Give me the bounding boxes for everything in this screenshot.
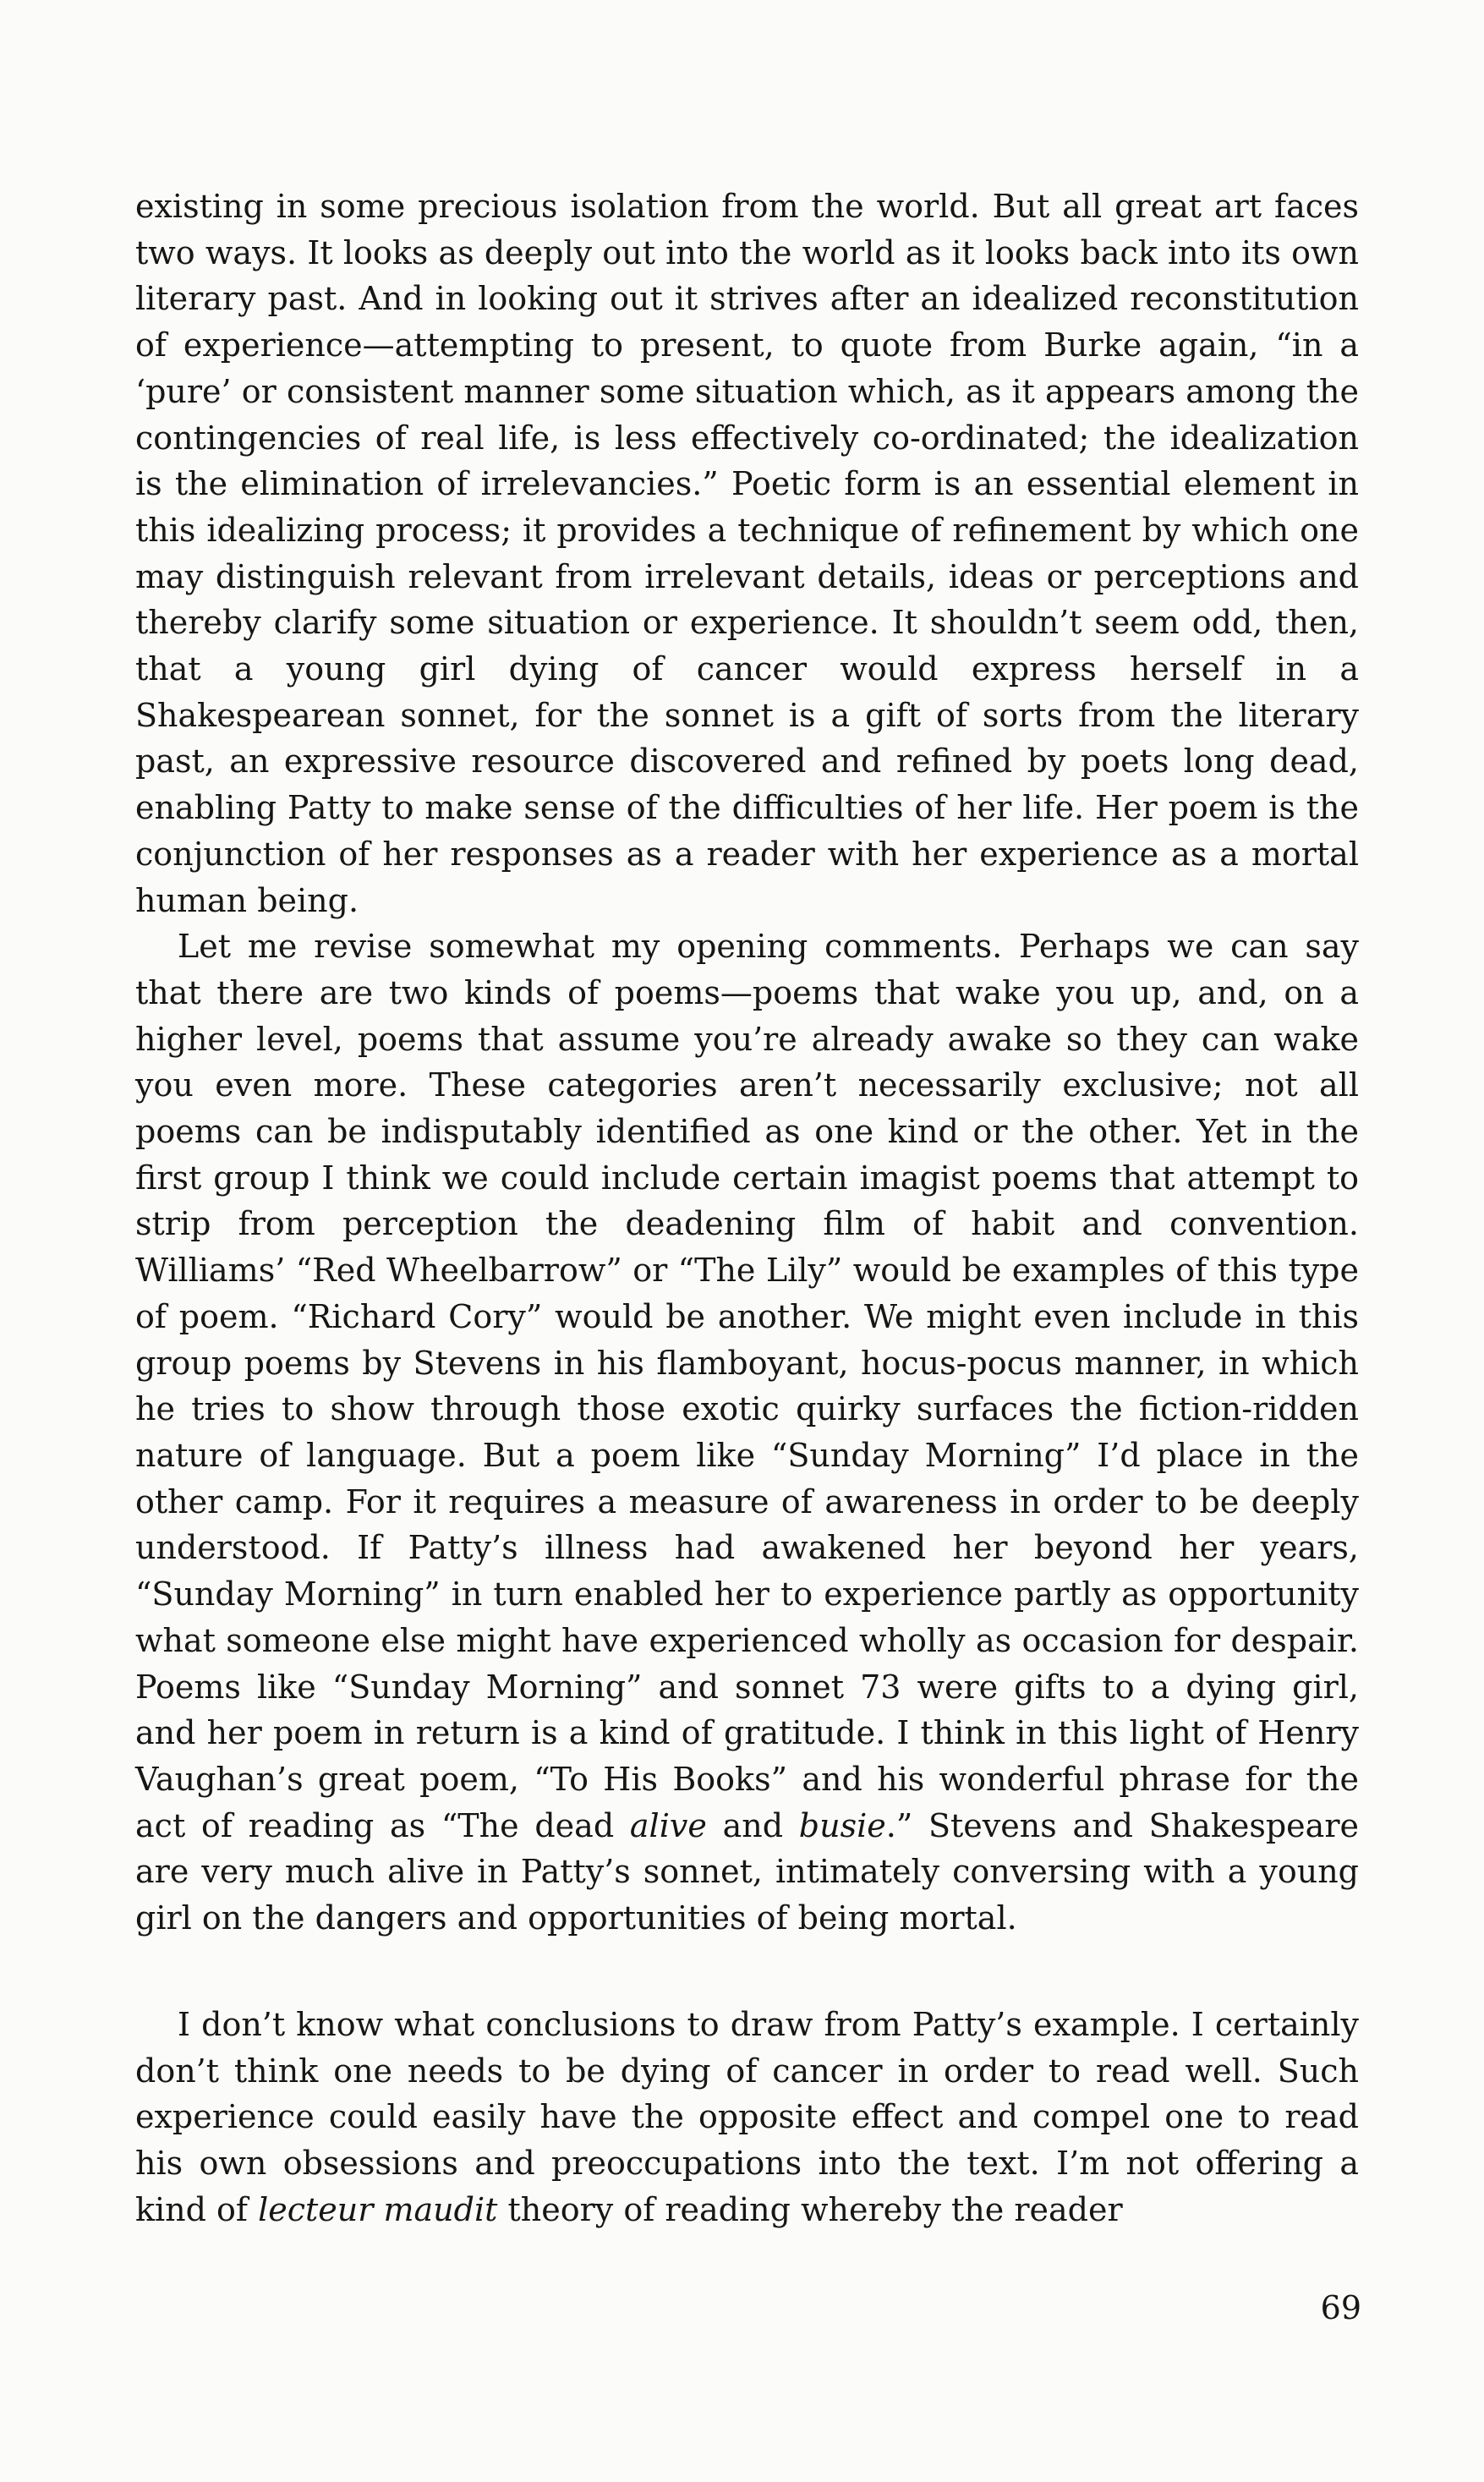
- paragraph-revise-opening: [135, 923, 1359, 1941]
- page-number: 69: [1320, 2289, 1361, 2326]
- paragraph-2-text: Let me revise somewhat my opening comments. Perhaps we can say that there are two kinds of poems—poems that wake you up, and, on a higher level, poems that assume you’re already awake so they can wake you even more. These categories aren’t necessarily exclusive; not all poems can be indisputably identified as one kind or the other. Yet in the first group I think we could include certain imagist poems that attempt to strip from perception the deadening film of habit and convention. Williams’ “Red Wheelbarrow” or “The Lily” would be examples of this type of poem. “Richard Cory” would be another. We might even include in this group poems by Stevens in his flamboyant, hocus-pocus manner, in which he tries to show through those exotic quirky surfaces the fiction-ridden nature of language. But a poem like “Sunday Morning” I’d place in the other camp. For it requires a measure of awareness in order to be deeply understood. If Patty’s illness had awakened her beyond her years, “Sunday Morning” in turn enabled her to experience partly as opportunity what someone else might have experienced wholly as occasion for despair. Poems like “Sunday Morning” and sonnet 73 were gifts to a dying girl, and her poem in return is a kind of gratitude. I think in this light of Henry Vaughan’s great poem, “To His Books” and his wonderful phrase for the act of reading as “The dead: [135, 928, 1359, 1844]
- emphasis-busie: busie: [798, 1806, 886, 1844]
- paragraph-continued: existing in some precious isolation from the world. But all great art faces two ways. It looks as deeply out into the world as it looks back into its own literary past. And in looking out it strives after an idealized reconstitution of experience—attempting to present, to quote from Burke again, “in a ‘pure’ or consistent manner some situation which, as it appears among the contingencies of real life, is less effectively co-ordinated; the idealization is the elimination of irrelevancies.” Poetic form is an essential element in this idealizing process; it provides a technique of refinement by which one may distinguish relevant from irrelevant details, ideas or perceptions and thereby clarify some situation or experience. It shouldn’t seem odd, then, that a young girl dying of cancer would express herself in a Shakespearean sonnet, for the sonnet is a gift of sorts from the literary past, an expressive resource discovered and refined by poets long dead, enabling Patty to make sense of the difficulties of her life. Her poem is the conjunction of her responses as a reader with her experience as a mortal human being.: [135, 188, 1359, 919]
- paragraph-2-ending: .” Stevens and Shakespeare are very much alive in Patty’s sonnet, intimately conversing with a young girl on the dangers and opportunities of being mortal.: [135, 1806, 1359, 1937]
- paragraph-3-ending: theory of reading whereby the reader: [507, 2190, 1123, 2228]
- section-text-block: [135, 2002, 1359, 2233]
- main-text-block: [135, 184, 1359, 1942]
- paragraph-2-and: and: [722, 1806, 784, 1844]
- emphasis-lecteur-maudit: lecteur maudit: [258, 2190, 498, 2228]
- emphasis-alive: alive: [629, 1806, 707, 1844]
- paragraph-3-text: I don’t know what conclusions to draw from Patty’s example. I certainly don’t think one needs to be dying of cancer in order to read well. Such experience could easily have the opposite effect and compel one to read his own obsessions and preoccupations into the text. I’m not offering a kind of: [135, 2006, 1359, 2228]
- paragraph-conclusions: [135, 2002, 1359, 2233]
